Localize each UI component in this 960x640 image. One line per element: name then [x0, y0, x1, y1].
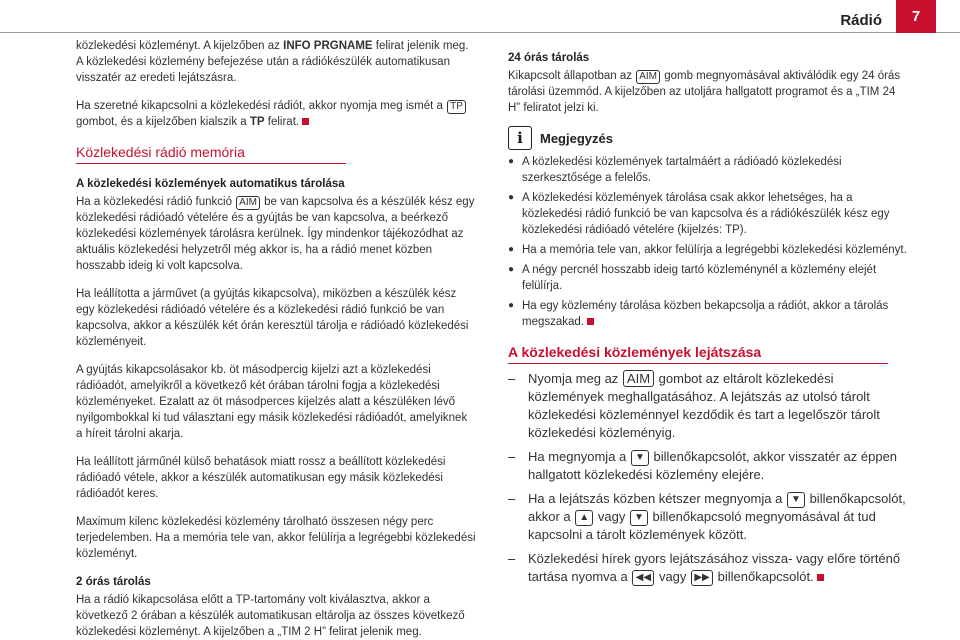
down-arrow-button-icon: ▼ — [787, 492, 805, 508]
body-text: Közlekedési hírek gyors lejátszásához vissza- vagy előre történő tartása nyomva a — [528, 551, 901, 584]
down-arrow-button-icon: ▼ — [630, 510, 648, 526]
body-text: be van kapcsolva és a készülék kész egy közlekedési rádióadó vételére és a gyújtás be van kapcsolva, a beérkező közlekedési közlemények tárolásra kerülnek. Így mindenkor tájékozódhat az aktuális közlekedési helyzetről még akkor is, ha a rádió menet közben hosszabb ideig ki volt kapcsolva. — [76, 196, 475, 272]
note-box — [508, 126, 908, 330]
page-number-badge: 7 — [896, 0, 936, 33]
playback-title: A közlekedési közlemények lejátszása — [508, 344, 888, 364]
intro-text: Ha szeretné kikapcsolni a közlekedési rádiót, akkor nyomja meg ismét a — [76, 100, 447, 112]
auto-paragraph-2: Ha leállította a járművet (a gyújtás kikapcsolva), miközben a készülék kész egy közlekedési rádióadó vételére és a közlekedési rádió funkció be van kapcsolva, akkor a készülék két órán keresztül tárolja e rádióadó közlekedési közleményeit. — [76, 288, 469, 348]
end-marker-icon — [817, 574, 824, 581]
body-text: Nyomja meg az — [528, 371, 622, 386]
step-text — [528, 490, 908, 544]
body-text: billenőkapcsoló megnyomásával át tud kapcsolni a tárolt közlemények között. — [528, 509, 876, 542]
aim-button-icon: AIM — [623, 370, 654, 387]
body-text: Ha megnyomja a — [528, 449, 630, 464]
body-text: billenőkapcsolót. — [714, 569, 814, 584]
h24-paragraph — [508, 68, 908, 116]
tp-label: TP — [249, 116, 265, 128]
playback-step — [508, 550, 908, 586]
auto-storage-title: A közlekedési közlemények automatikus tárolása — [76, 178, 345, 190]
body-text: billenőkapcsolót, akkor visszatér az éppen hallgatott közlekedési közlemény elejére. — [528, 449, 898, 482]
two-hour-title: 2 órás tárolás — [76, 576, 151, 588]
body-text: billenőkapcsolót, akkor a — [528, 491, 906, 524]
intro-paragraph-1 — [76, 38, 476, 86]
info-icon: i — [508, 126, 532, 150]
auto-paragraph-3: A gyújtás kikapcsolásakor kb. öt másodpercig kijelzi azt a közlekedési rádióadót, amelyikről a következő két órában tárolni fogja a közlekedési közleményeket. Ezalatt az öt másodperces kijelzés alatt a készüléken lévő nyilgombokkal ki tud választani egy másik közlekedési rádióadót, amelyiknek a híreit tárolni akarja. — [76, 364, 468, 440]
bullet-icon: ● — [508, 244, 515, 255]
body-text: gomb megnyomásával aktiválódik egy 24 órás tárolási üzemmód. A kijelzőben az utoljára hallgatott programot és a „TIM 24 H” feliratot jelzi ki. — [508, 70, 901, 114]
rewind-button-icon: ◀◀ — [632, 570, 654, 586]
body-text: Ha a közlekedési rádió funkció — [76, 196, 236, 208]
intro-paragraph-2 — [76, 98, 476, 130]
info-prgname-label: INFO PRGNAME — [283, 40, 373, 52]
two-hour-paragraph: Ha a rádió kikapcsolása előtt a TP-tartomány volt kiválasztva, akkor a következő 2 órában a készülék automatikusan eltárolja az összes következő közlekedési közleményt. A kijelzőben a „TIM 2 H” felirat jelenik meg. — [76, 594, 465, 638]
note-text: A közlekedési közlemények tárolása csak akkor lehetséges, ha a közlekedési rádió funkció be van kapcsolva és a rádiókészülék kész egy közlekedési rádióadó vételére (kijelzés: TP). — [522, 192, 890, 236]
auto-paragraph-4: Ha leállított járműnél külső behatások miatt rossz a beállított közlekedési rádióadó vétele, akkor a készülék automatikusan egy másik közlekedési rádióadót keres. — [76, 456, 446, 500]
note-title: Megjegyzés — [540, 130, 613, 146]
body-text: gombot az eltárolt közlekedési közlemények meghallgatásához. A lejátszás az utolsó tárolt közlekedési közleménnyel kezdődik és tart a legelőször tárolt közlekedési közleményig. — [528, 371, 880, 440]
intro-text: közlekedési közleményt. A kijelzőben az — [76, 40, 284, 52]
right-column — [508, 38, 908, 586]
note-text: A közlekedési közlemények tartalmáért a rádióadó közlekedési szerkesztősége a felelős. — [522, 156, 842, 184]
dash-marker: – — [508, 551, 516, 566]
bullet-icon: ● — [508, 264, 515, 275]
step-text — [528, 370, 908, 442]
dash-marker: – — [508, 491, 516, 506]
note-item — [508, 242, 908, 258]
intro-text: gombot, és a kijelzőben kialszik a — [76, 116, 250, 128]
end-marker-icon — [302, 118, 309, 125]
h24-title: 24 órás tárolás — [508, 52, 590, 64]
note-header — [508, 126, 908, 150]
auto-paragraph-1 — [76, 194, 476, 274]
note-text: Ha a memória tele van, akkor felülírja a legrégebbi közlekedési közleményt. — [522, 244, 907, 256]
bullet-icon: ● — [508, 156, 515, 167]
end-marker-icon — [587, 318, 594, 325]
down-arrow-button-icon: ▼ — [631, 450, 649, 466]
note-item — [508, 262, 908, 294]
fast-forward-button-icon: ▶▶ — [691, 570, 713, 586]
intro-text: felirat jelenik meg. A közlekedési közlemény befejezése után a rádiókészülék automatikusan visszatér az eredeti lejátszásra. — [76, 40, 469, 84]
step-text — [528, 448, 908, 484]
body-text: vagy — [594, 509, 629, 524]
aim-button-icon: AIM — [636, 70, 660, 84]
body-text: Kikapcsolt állapotban az — [508, 70, 636, 82]
up-arrow-button-icon: ▲ — [575, 510, 593, 526]
note-text: A négy percnél hosszabb ideig tartó közleménynél a közlemény elejét felülírja. — [522, 264, 877, 292]
bullet-icon: ● — [508, 300, 515, 311]
note-item — [508, 298, 908, 330]
step-text — [528, 550, 908, 586]
note-text: Ha egy közlemény tárolása közben bekapcsolja a rádiót, akkor a tárolás megszakad. — [522, 300, 889, 328]
dash-marker: – — [508, 449, 516, 464]
aim-button-icon: AIM — [236, 196, 260, 210]
auto-paragraph-5: Maximum kilenc közlekedési közlemény tárolható összesen négy perc terjedelemben. Ha a memória tele van, akkor felülírja a legrégebbi közlekedési közleményt. — [76, 516, 476, 560]
note-item — [508, 190, 908, 238]
left-column — [76, 38, 476, 640]
section-title: Közlekedési rádió memória — [76, 144, 346, 164]
body-text: Ha a lejátszás közben kétszer megnyomja a — [528, 491, 786, 506]
playback-step — [508, 370, 908, 442]
playback-step — [508, 448, 908, 484]
body-text: vagy — [655, 569, 691, 584]
intro-text: felirat. — [264, 116, 300, 128]
playback-step — [508, 490, 908, 544]
dash-marker: – — [508, 371, 516, 386]
note-item — [508, 154, 908, 186]
section-header-title: Rádió — [840, 12, 882, 29]
header-rule — [0, 32, 960, 33]
tp-button-icon: TP — [447, 100, 466, 114]
bullet-icon: ● — [508, 192, 515, 203]
